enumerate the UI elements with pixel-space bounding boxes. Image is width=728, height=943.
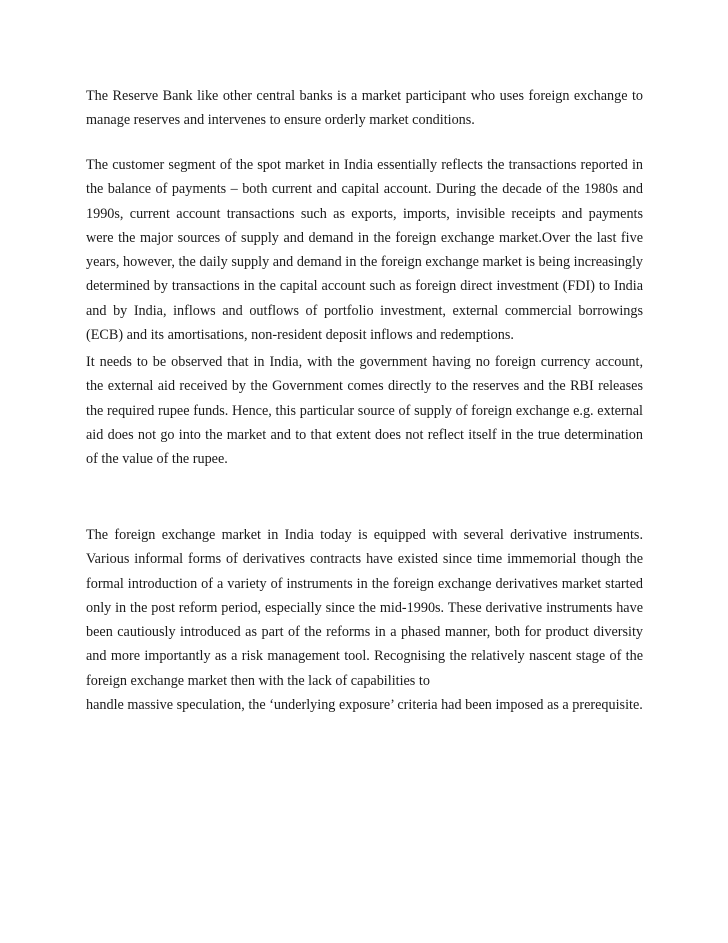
paragraph-text: The customer segment of the spot market in India essentially reflects the transactions reported in the balance of payments – both current and capital account. During the decade of the 1980s and 1990s, current account transactions such as exports, imports, invisible receipts and payments were the major sources of supply and demand in the foreign exchange market.Over the last five years, however, the daily supply and demand in the foreign exchange market is being increasingly determined by transactions in the capital account such as foreign direct investment (FDI) to India and by India, inflows and outflows of portfolio investment, external commercial borrowings (ECB) and its amortisations, non-resident deposit inflows and redemptions. <box>86 157 643 344</box>
paragraph-external-aid <box>86 350 643 471</box>
paragraph-text: It needs to be observed that in India, with the government having no foreign currency account, the external aid received by the Government comes directly to the reserves and the RBI releases the required rupee funds. Hence, this particular source of supply of foreign exchange e.g. external aid does not go into the market and to that extent does not reflect itself in the true determination of the value of the rupee. <box>86 354 643 468</box>
paragraph-text-continued: handle massive speculation, the ‘underlying exposure’ criteria had been imposed as a prerequisite. <box>86 697 643 714</box>
paragraph-reserve-bank <box>86 84 643 133</box>
paragraph-text: The Reserve Bank like other central banks is a market participant who uses foreign exchange to manage reserves and intervenes to ensure orderly market conditions. <box>86 88 643 129</box>
paragraph-customer-segment <box>86 153 643 347</box>
paragraph-derivatives <box>86 523 643 717</box>
paragraph-text: The foreign exchange market in India today is equipped with several derivative instruments. Various informal forms of derivatives contracts have existed since time immemorial though the formal introduction of a variety of instruments in the foreign exchange derivatives market started only in the post reform period, especially since the mid-1990s. These derivative instruments have been cautiously introduced as part of the reforms in a phased manner, both for product diversity and more importantly as a risk management tool. Recognising the relatively nascent stage of the foreign exchange market then with the lack of capabilities to <box>86 527 643 689</box>
